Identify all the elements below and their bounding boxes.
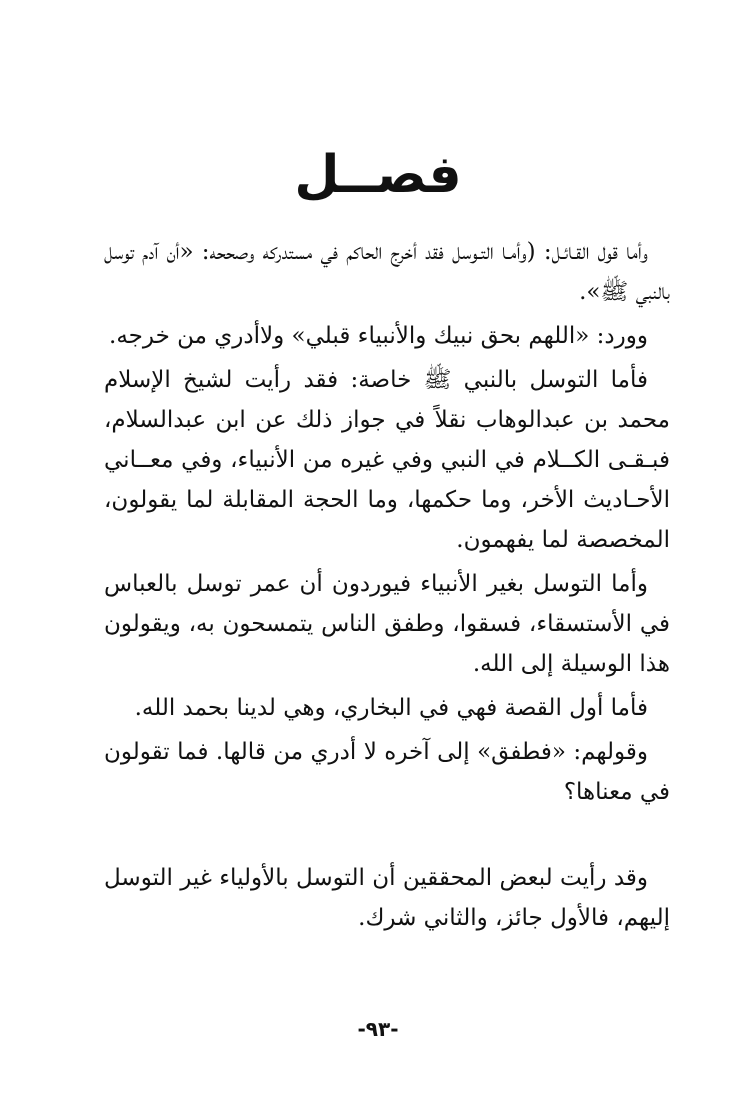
- paragraph-6: وقولهم: «فطفق» إلى آخره لا أدري من قالها. فما تقولون في معناها؟: [104, 739, 670, 805]
- paragraph-5: فأما أول القصة فهي في البخاري، وهي لدينا بحمد الله.: [134, 695, 648, 721]
- paragraph-4: وأما التوسل بغير الأنبياء فيوردون أن عمر توسل بالعباس في الأستسقاء، فسقوا، وطفق الناس يتمسحون به، ويقولون هذا الوسيلة إلى الله.: [104, 571, 670, 677]
- section-title: فصــل: [294, 145, 462, 205]
- paragraph-7: وقد رأيت لبعض المحققين أن التوسل بالأولياء غير التوسل إليهم، فالأول جائز، والثاني شرك.: [104, 865, 670, 931]
- paragraph-3: فأما التوسل بالنبي ﷺ خاصة: فقد رأيت لشيخ الإسلام محمد بن عبدالوهاب نقلاً في جواز ذلك عن ابن عبدالسلام، فبـقـى الكــلام في النبي وفي غيره من الأنبياء، وفي معــاني الأحـاديث الأخر، وما حكمها، وما الحجة المقابلة لما يقولون، المخصصة لما يفهمون.: [104, 367, 670, 553]
- paragraph-1: وأما قول القـائـل: (وأمـا التـوسل فقد أخرج الحاكم في مستدركه وصححه: «أن آدم توسل بالنبي ﷺ».: [104, 239, 670, 305]
- body-text: [104, 232, 670, 938]
- page-number: -٩٣-: [357, 1017, 399, 1041]
- paragraph-2: وورد: «اللهم بحق نبيك والأنبياء قبلي» ولاأدري من خرجه.: [109, 323, 648, 349]
